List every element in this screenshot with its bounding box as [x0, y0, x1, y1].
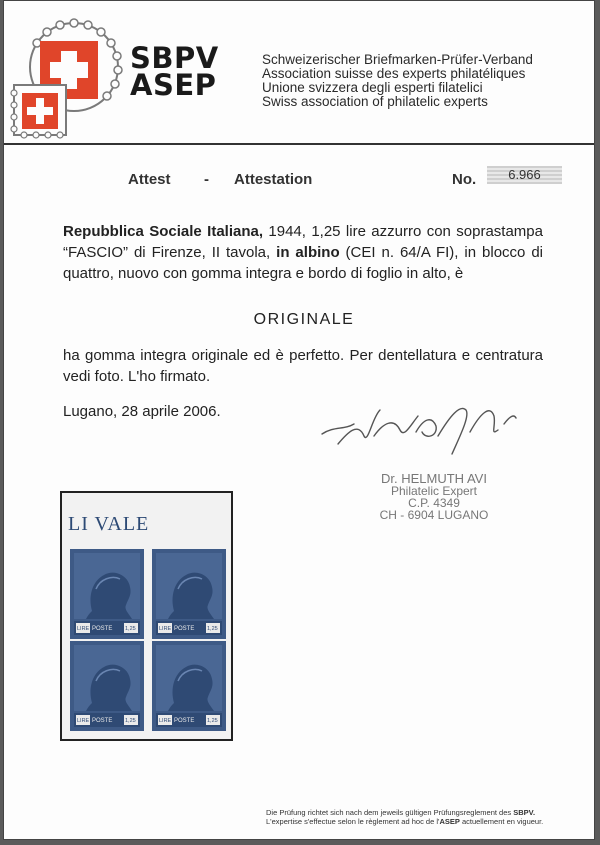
- footer-line-de: [266, 808, 543, 817]
- association-name-de: Schweizerischer Briefmarken-Prüfer-Verband: [262, 52, 533, 67]
- footer-note: [266, 808, 543, 826]
- association-name-it: Unione svizzera degli esperti filatelici: [262, 80, 483, 95]
- handwritten-signature: [314, 396, 544, 476]
- sbpv-logo: [10, 15, 128, 139]
- footer-bold-asep: ASEP: [439, 817, 460, 826]
- signer-po-box: C.P. 4349: [408, 496, 460, 510]
- certificate-number-label: No.: [452, 171, 477, 188]
- signer-title: Philatelic Expert: [390, 484, 478, 498]
- brand-name: [130, 41, 219, 102]
- stamp-label-lire: LIRE: [77, 626, 90, 632]
- stamp-label-poste: POSTE: [174, 626, 195, 632]
- association-name-en: Swiss association of philatelic experts: [262, 94, 488, 109]
- footer-line-fr: [266, 817, 543, 826]
- stamp-label-lire: LIRE: [159, 626, 172, 632]
- signer-stamp: [354, 473, 514, 521]
- verdict-originale: ORIGINALE: [253, 311, 355, 328]
- stamp-value: 1,25: [207, 718, 218, 724]
- footer-text: actuellement en vigueur.: [459, 817, 544, 826]
- place-date: Lugano, 28 aprile 2006.: [63, 403, 221, 420]
- description-details-2: (CEI n. 64/A FI), in blocco di quattro, nuovo con gomma integra e bordo di foglio in alto, è: [63, 244, 543, 282]
- brand-line-asep: ASEP: [130, 68, 217, 102]
- stamp-value: 1,25: [207, 626, 218, 632]
- association-name-fr: Association suisse des experts philatéliques: [262, 66, 526, 81]
- title-dash: -: [204, 171, 209, 188]
- footer-text: Die Prüfung richtet sich nach dem jeweils gültigen Prüfungsreglement des: [266, 808, 514, 817]
- stamp-block-photo: [60, 491, 233, 741]
- signer-address: CH - 6904 LUGANO: [379, 508, 489, 522]
- stamp-label-lire: LIRE: [159, 718, 172, 724]
- title-attestation: Attestation: [234, 171, 313, 188]
- footer-text: L'expertise s'effectue selon le règlement ad hoc de l': [266, 817, 440, 826]
- stamp-value: 1,25: [125, 718, 136, 724]
- stamp-label-lire: LIRE: [77, 718, 90, 724]
- certificate-header: [4, 1, 594, 145]
- brand-line-sbpv: SBPV: [130, 41, 219, 75]
- signer-name: Dr. HELMUTH AVI: [381, 471, 487, 486]
- footer-bold-sbpv: SBPV.: [513, 808, 536, 817]
- stamp-label-poste: POSTE: [92, 626, 113, 632]
- stamp-block-image: [68, 545, 228, 735]
- stamp-label-poste: POSTE: [92, 718, 113, 724]
- description-details: 1944, 1,25 lire azzurro con soprastampa “FASCIO” di Firenze, II tavola,: [63, 223, 543, 261]
- certificate-page: [3, 0, 595, 840]
- certificate-number: 6.966: [487, 166, 562, 184]
- association-names: [262, 53, 533, 109]
- condition-text: ha gomma integra originale ed è perfetto. Per dentellatura e centratura vedi foto. L'ho firmato.: [63, 347, 543, 385]
- sheet-margin-text: LI VALE: [68, 513, 150, 535]
- stamp-label-poste: POSTE: [174, 718, 195, 724]
- stamp-value: 1,25: [125, 626, 136, 632]
- title-attest: Attest: [128, 171, 171, 188]
- stamp-description: [63, 221, 543, 284]
- description-country: Repubblica Sociale Italiana,: [63, 223, 264, 240]
- description-albino: in albino: [276, 244, 340, 261]
